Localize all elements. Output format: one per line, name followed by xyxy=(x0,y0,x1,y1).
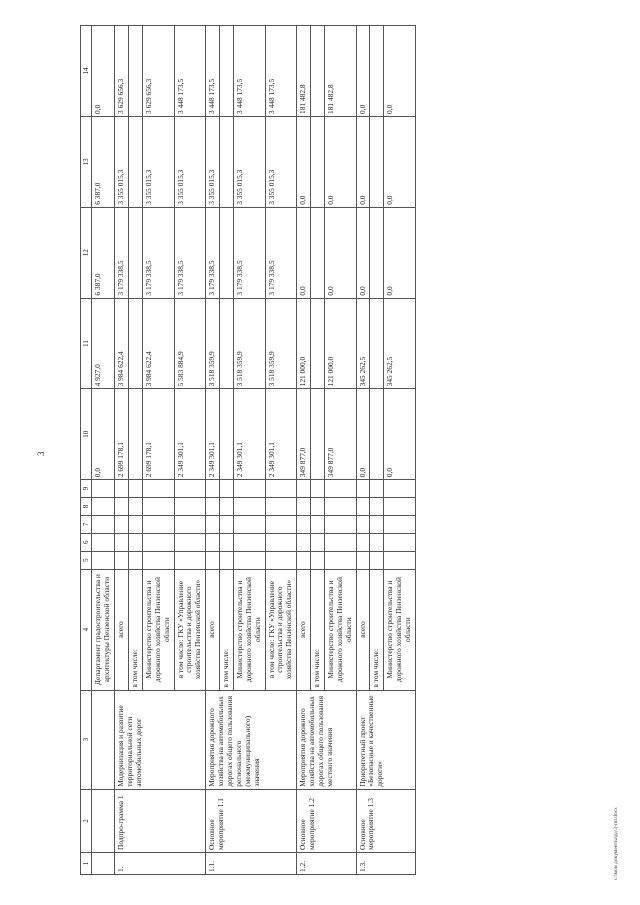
cell-c9 xyxy=(297,480,311,498)
column-number-cell: 13 xyxy=(81,116,92,207)
cell-c6 xyxy=(115,533,129,551)
cell-c8 xyxy=(356,498,370,516)
cell-c4: в том числе: xyxy=(311,569,325,690)
cell-c2: Основное мероприятие 1.1 xyxy=(206,789,297,852)
cell-c7 xyxy=(370,515,384,533)
cell-c6 xyxy=(356,533,370,551)
cell-c10: 2 699 178,1 xyxy=(142,389,174,480)
cell-c11 xyxy=(311,298,325,389)
column-number-cell: 3 xyxy=(81,690,92,789)
cell-c9 xyxy=(311,480,325,498)
cell-c4: в том числе: xyxy=(370,569,384,690)
cell-c6 xyxy=(174,533,206,551)
cell-c8 xyxy=(129,498,143,516)
cell-c8 xyxy=(324,498,356,516)
cell-c8 xyxy=(233,498,265,516)
cell-c7 xyxy=(233,515,265,533)
cell-c11: 121 000,0 xyxy=(297,298,311,389)
cell-c13 xyxy=(129,116,143,207)
cell-c10: 2 349 301,1 xyxy=(265,389,297,480)
cell-c10 xyxy=(129,389,143,480)
column-number-cell: 14 xyxy=(81,26,92,117)
cell-c5 xyxy=(142,551,174,569)
cell-c14 xyxy=(129,26,143,117)
column-number-cell: 2 xyxy=(81,789,92,852)
cell-c4: всего xyxy=(297,569,311,690)
cell-c11: 3 984 622,4 xyxy=(115,298,129,389)
cell-c9 xyxy=(265,480,297,498)
cell-c11 xyxy=(129,298,143,389)
cell-c13: 0,0 xyxy=(356,116,370,207)
cell-c13: 0,0 xyxy=(384,116,416,207)
cell-c5 xyxy=(311,551,325,569)
cell-c14: 0,0 xyxy=(92,26,115,117)
cell-c6 xyxy=(233,533,265,551)
cell-c4: в том числе: ГКУ «Управление строительства и дорожного хозяйства Пензенской области» xyxy=(174,569,206,690)
cell-c8 xyxy=(311,498,325,516)
cell-c12: 3 179 338,5 xyxy=(206,207,220,298)
cell-c13: 0,0 xyxy=(297,116,311,207)
cell-c7 xyxy=(311,515,325,533)
footer-path: c:\мои документы\рд\3-пп.docx xyxy=(613,807,619,880)
cell-c7 xyxy=(220,515,234,533)
cell-c13: 6 387,0 xyxy=(92,116,115,207)
cell-c7 xyxy=(206,515,220,533)
cell-c9 xyxy=(174,480,206,498)
cell-c9 xyxy=(356,480,370,498)
cell-c7 xyxy=(92,515,115,533)
cell-c7 xyxy=(356,515,370,533)
column-number-cell: 4 xyxy=(81,569,92,690)
cell-c4: Департамент градостроительства и архитектуры Пензенской области xyxy=(92,569,115,690)
cell-c14: 3 629 656,3 xyxy=(142,26,174,117)
cell-c7 xyxy=(297,515,311,533)
cell-c10: 0,0 xyxy=(356,389,370,480)
cell-c14: 181 482,8 xyxy=(297,26,311,117)
cell-c10: 2 349 301,1 xyxy=(233,389,265,480)
cell-c12: 3 179 338,5 xyxy=(233,207,265,298)
cell-c3: Приоритетный проект «Безопасные и качественные дороги» xyxy=(356,690,415,789)
cell-c8 xyxy=(297,498,311,516)
cell-c11: 345 262,5 xyxy=(356,298,370,389)
cell-c1: 1.2. xyxy=(297,852,356,874)
cell-c12: 3 179 338,5 xyxy=(265,207,297,298)
cell-c5 xyxy=(206,551,220,569)
cell-c9 xyxy=(220,480,234,498)
cell-c8 xyxy=(370,498,384,516)
cell-c8 xyxy=(265,498,297,516)
cell-c14: 3 448 173,5 xyxy=(233,26,265,117)
cell-c6 xyxy=(265,533,297,551)
cell-c10 xyxy=(311,389,325,480)
cell-c12: 6 387,0 xyxy=(92,207,115,298)
table-row xyxy=(115,26,129,875)
cell-c8 xyxy=(92,498,115,516)
cell-c14: 0,0 xyxy=(356,26,370,117)
cell-c5 xyxy=(370,551,384,569)
table-row xyxy=(356,26,370,875)
cell-c3: Мероприятия дорожного хозяйства на автомобильных дорогах общего пользования регионального (межмуниципального) значения xyxy=(206,690,297,789)
cell-c9 xyxy=(115,480,129,498)
cell-c1: 1. xyxy=(115,852,206,874)
cell-c5 xyxy=(233,551,265,569)
cell-c14 xyxy=(311,26,325,117)
cell-c7 xyxy=(324,515,356,533)
cell-c12 xyxy=(129,207,143,298)
cell-c8 xyxy=(174,498,206,516)
cell-c12: 0,0 xyxy=(297,207,311,298)
cell-c13: 3 355 015,3 xyxy=(174,116,206,207)
cell-c13: 3 355 015,3 xyxy=(115,116,129,207)
cell-c10: 0,0 xyxy=(92,389,115,480)
cell-c6 xyxy=(206,533,220,551)
cell-c13: 3 355 015,3 xyxy=(265,116,297,207)
cell-c12: 0,0 xyxy=(324,207,356,298)
cell-c4: всего xyxy=(115,569,129,690)
cell-c9 xyxy=(142,480,174,498)
cell-c10: 2 349 301,1 xyxy=(174,389,206,480)
column-number-cell: 10 xyxy=(81,389,92,480)
cell-c13: 3 355 015,3 xyxy=(233,116,265,207)
cell-c10: 0,0 xyxy=(384,389,416,480)
cell-c9 xyxy=(384,480,416,498)
cell-c5 xyxy=(92,551,115,569)
cell-c7 xyxy=(174,515,206,533)
cell-c14: 3 448 173,5 xyxy=(206,26,220,117)
column-number-cell: 7 xyxy=(81,515,92,533)
column-number-cell: 5 xyxy=(81,551,92,569)
cell-c13 xyxy=(220,116,234,207)
cell-c9 xyxy=(206,480,220,498)
cell-c5 xyxy=(174,551,206,569)
cell-c13 xyxy=(311,116,325,207)
cell-c13: 3 355 015,3 xyxy=(142,116,174,207)
cell-c12: 3 179 338,5 xyxy=(115,207,129,298)
cell-c12: 3 179 338,5 xyxy=(174,207,206,298)
page-number: 3 xyxy=(36,451,46,456)
cell-c6 xyxy=(92,533,115,551)
cell-c14 xyxy=(220,26,234,117)
cell-c11: 121 000,0 xyxy=(324,298,356,389)
table-row xyxy=(206,26,220,875)
cell-c1 xyxy=(92,852,115,874)
cell-c4: всего xyxy=(206,569,220,690)
cell-c12: 0,0 xyxy=(384,207,416,298)
table-row xyxy=(92,26,115,875)
cell-c1: 1.3. xyxy=(356,852,415,874)
cell-c8 xyxy=(220,498,234,516)
cell-c11: 5 583 884,9 xyxy=(174,298,206,389)
cell-c14 xyxy=(370,26,384,117)
cell-c2: Основное мероприятие 1.3 xyxy=(356,789,415,852)
cell-c9 xyxy=(92,480,115,498)
cell-c3 xyxy=(92,690,115,789)
cell-c11: 345 262,5 xyxy=(384,298,416,389)
table-row xyxy=(297,26,311,875)
cell-c3: Модернизация и развитие территориальной сети автомобильных дорог xyxy=(115,690,206,789)
cell-c5 xyxy=(265,551,297,569)
column-number-cell: 12 xyxy=(81,207,92,298)
cell-c11: 4 927,0 xyxy=(92,298,115,389)
cell-c6 xyxy=(324,533,356,551)
cell-c1: 1.1. xyxy=(206,852,297,874)
cell-c6 xyxy=(129,533,143,551)
cell-c5 xyxy=(384,551,416,569)
cell-c5 xyxy=(129,551,143,569)
cell-c2 xyxy=(92,789,115,852)
cell-c11: 3 518 359,9 xyxy=(233,298,265,389)
cell-c2: Основное мероприятие 1.2 xyxy=(297,789,356,852)
cell-c10: 2 349 301,1 xyxy=(206,389,220,480)
cell-c9 xyxy=(233,480,265,498)
funding-table xyxy=(80,25,416,875)
column-number-cell: 1 xyxy=(81,852,92,874)
cell-c12: 0,0 xyxy=(356,207,370,298)
cell-c6 xyxy=(142,533,174,551)
cell-c9 xyxy=(370,480,384,498)
cell-c12 xyxy=(220,207,234,298)
column-number-cell: 11 xyxy=(81,298,92,389)
cell-c8 xyxy=(115,498,129,516)
cell-c5 xyxy=(220,551,234,569)
column-number-row xyxy=(81,26,92,875)
cell-c4: в том числе: xyxy=(220,569,234,690)
cell-c5 xyxy=(297,551,311,569)
cell-c13: 3 355 015,3 xyxy=(206,116,220,207)
cell-c13: 0,0 xyxy=(324,116,356,207)
cell-c10: 349 877,0 xyxy=(324,389,356,480)
cell-c4: Министерство строительства и дорожного хозяйства Пензенской области xyxy=(233,569,265,690)
column-number-cell: 6 xyxy=(81,533,92,551)
cell-c5 xyxy=(115,551,129,569)
cell-c9 xyxy=(129,480,143,498)
cell-c5 xyxy=(324,551,356,569)
cell-c10 xyxy=(370,389,384,480)
cell-c14: 3 629 656,3 xyxy=(115,26,129,117)
cell-c12 xyxy=(370,207,384,298)
cell-c10: 2 699 178,1 xyxy=(115,389,129,480)
cell-c11: 3 984 622,4 xyxy=(142,298,174,389)
column-number-cell: 8 xyxy=(81,498,92,516)
column-number-cell: 9 xyxy=(81,480,92,498)
cell-c4: Министерство строительства и дорожного хозяйства Пензенской области xyxy=(384,569,416,690)
cell-c13 xyxy=(370,116,384,207)
cell-c11: 3 518 359,9 xyxy=(265,298,297,389)
cell-c4: всего xyxy=(356,569,370,690)
cell-c4: в том числе: ГКУ «Управление строительства и дорожного хозяйства Пензенской области» xyxy=(265,569,297,690)
cell-c5 xyxy=(356,551,370,569)
cell-c9 xyxy=(324,480,356,498)
cell-c8 xyxy=(384,498,416,516)
cell-c7 xyxy=(265,515,297,533)
cell-c7 xyxy=(115,515,129,533)
cell-c14: 3 448 173,5 xyxy=(265,26,297,117)
cell-c11: 3 518 359,9 xyxy=(206,298,220,389)
cell-c6 xyxy=(297,533,311,551)
rotated-table-wrapper xyxy=(80,25,580,875)
cell-c11 xyxy=(220,298,234,389)
cell-c6 xyxy=(370,533,384,551)
cell-c6 xyxy=(311,533,325,551)
cell-c11 xyxy=(370,298,384,389)
cell-c12 xyxy=(311,207,325,298)
cell-c14: 0,0 xyxy=(384,26,416,117)
cell-c12: 3 179 338,5 xyxy=(142,207,174,298)
cell-c7 xyxy=(142,515,174,533)
cell-c14: 3 448 173,5 xyxy=(174,26,206,117)
cell-c7 xyxy=(384,515,416,533)
cell-c7 xyxy=(129,515,143,533)
cell-c6 xyxy=(384,533,416,551)
table-body xyxy=(81,26,416,875)
cell-c4: Министерство строительства и дорожного хозяйства Пензенской области xyxy=(324,569,356,690)
cell-c10 xyxy=(220,389,234,480)
cell-c14: 181 482,8 xyxy=(324,26,356,117)
cell-c2: Подпро-грамма 1 xyxy=(115,789,206,852)
cell-c4: в том числе: xyxy=(129,569,143,690)
cell-c6 xyxy=(220,533,234,551)
cell-c4: Министерство строительства и дорожного хозяйства Пензенской области xyxy=(142,569,174,690)
cell-c8 xyxy=(142,498,174,516)
cell-c8 xyxy=(206,498,220,516)
cell-c3: Мероприятия дорожного хозяйства на автомобильных дорогах общего пользования местного значения xyxy=(297,690,356,789)
cell-c10: 349 877,0 xyxy=(297,389,311,480)
